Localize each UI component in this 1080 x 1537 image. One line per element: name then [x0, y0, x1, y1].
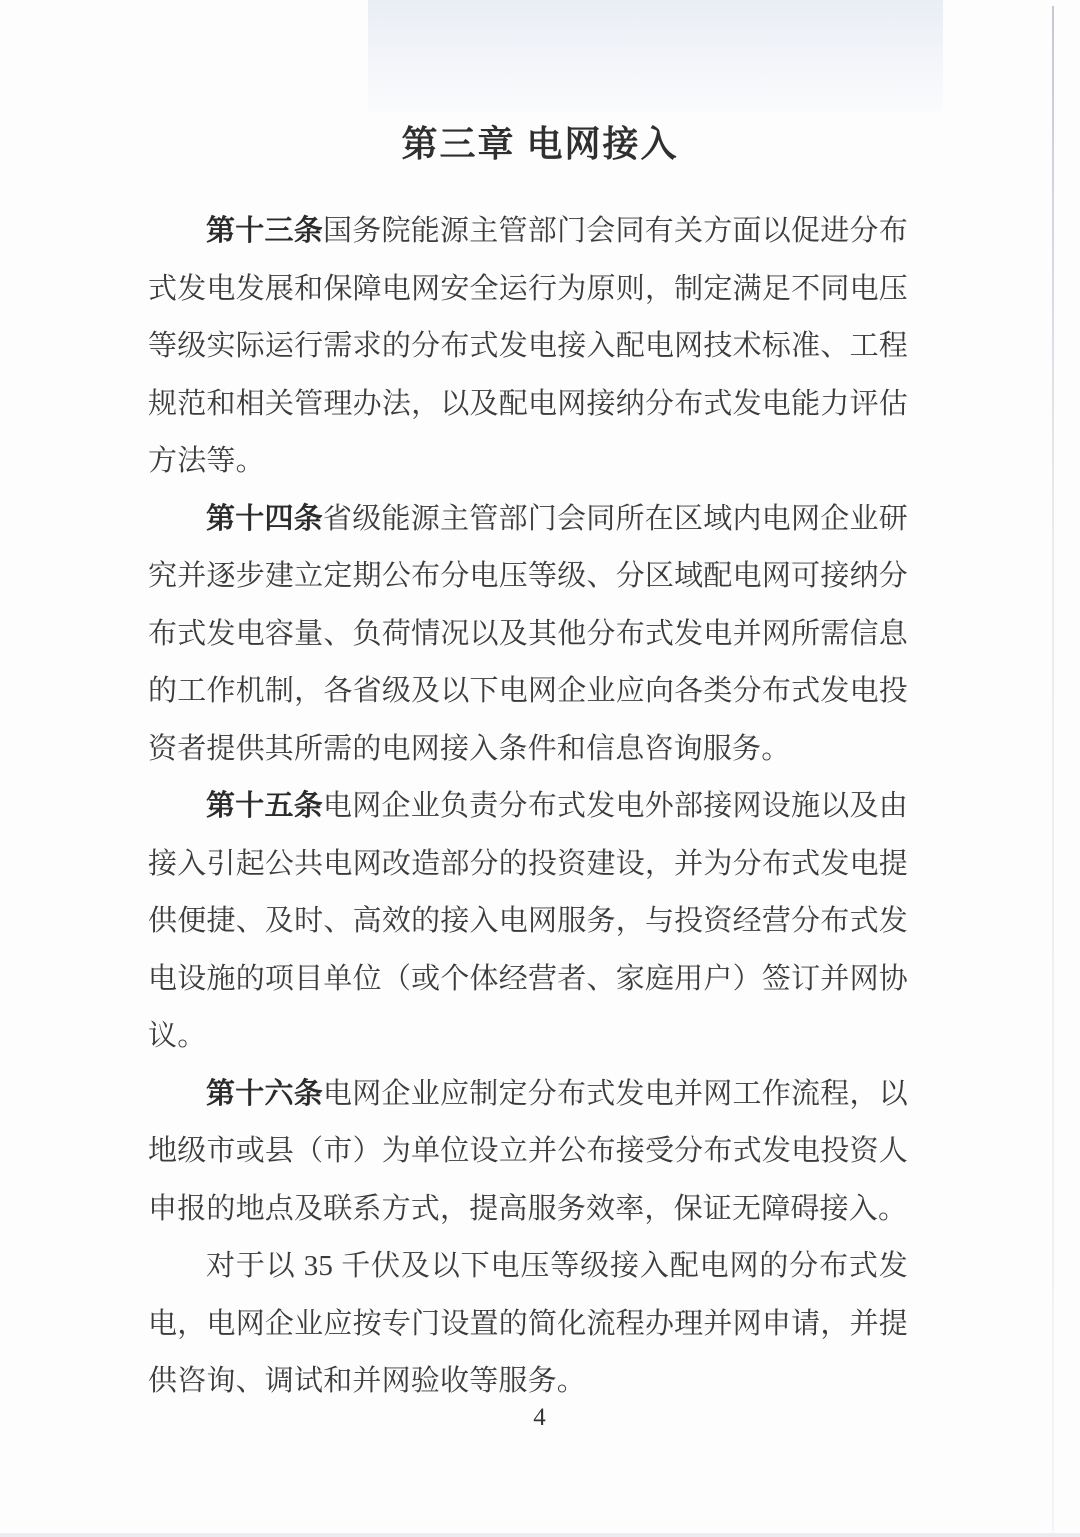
scan-artifact-bottom-edge	[0, 1533, 1080, 1537]
article-15-text: 电网企业负责分布式发电外部接网设施以及由接入引起公共电网改造部分的投资建设，并为分布式发电提供便捷、及时、高效的接入电网服务，与投资经营分布式发电设施的项目单位（或个体经营者、家庭用户）签订并网协议。	[148, 790, 908, 1052]
paragraph-article-16	[148, 1066, 908, 1239]
article-13-text: 国务院能源主管部门会同有关方面以促进分布式发电发展和保障电网安全运行为原则，制定满足不同电压等级实际运行需求的分布式发电接入配电网技术标准、工程规范和相关管理办法，以及配电网接纳分布式发电能力评估方法等。	[148, 215, 908, 477]
paragraph-5-text: 对于以 35 千伏及以下电压等级接入配电网的分布式发电，电网企业应按专门设置的简化流程办理并网申请，并提供咨询、调试和并网验收等服务。	[148, 1250, 908, 1397]
article-14-text: 省级能源主管部门会同所在区域内电网企业研究并逐步建立定期公布分电压等级、分区域配电网可接纳分布式发电容量、负荷情况以及其他分布式发电并网所需信息的工作机制，各省级及以下电网企业应向各类分布式发电投资者提供其所需的电网接入条件和信息咨询服务。	[148, 502, 908, 765]
paragraph-article-16-continued	[148, 1238, 908, 1411]
article-14-number: 第十四条	[206, 502, 324, 535]
page-number: 4	[533, 1404, 547, 1431]
article-13-number: 第十三条	[206, 215, 324, 247]
scan-artifact-right-line	[1052, 6, 1054, 1531]
paragraph-article-13	[148, 203, 908, 491]
chapter-title: 第三章 电网接入	[401, 124, 679, 164]
paragraph-article-14	[148, 491, 908, 779]
article-16-text: 电网企业应制定分布式发电并网工作流程，以地级市或县（市）为单位设立并公布接受分布式发电投资人申报的地点及联系方式，提高服务效率，保证无障碍接入。	[148, 1077, 908, 1225]
article-16-number: 第十六条	[206, 1077, 324, 1110]
scan-artifact-top	[368, 0, 943, 112]
article-15-number: 第十五条	[206, 790, 324, 822]
document-body	[148, 203, 908, 1411]
paragraph-article-15	[148, 778, 908, 1066]
